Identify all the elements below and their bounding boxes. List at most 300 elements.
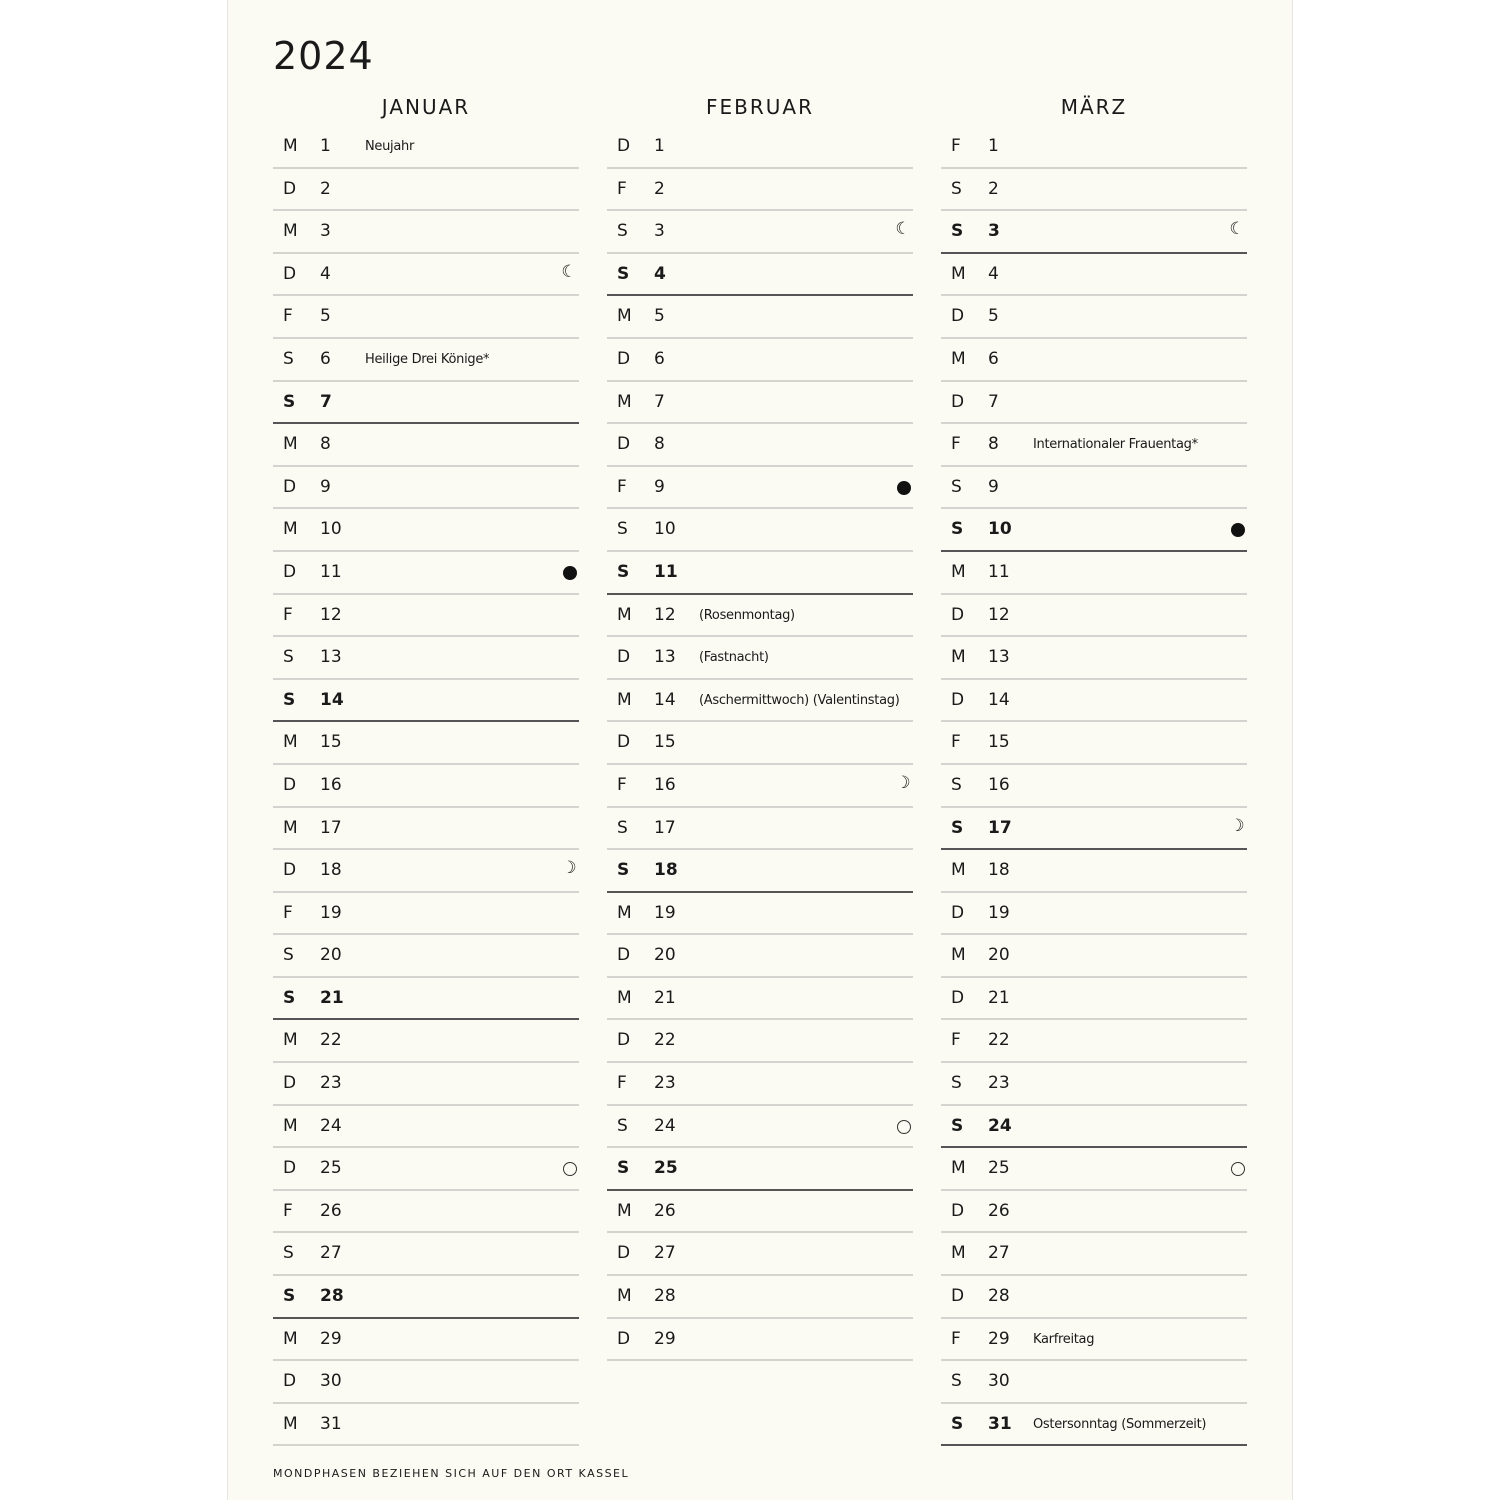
weekday-letter: M	[617, 902, 632, 923]
day-row	[273, 511, 579, 552]
day-row	[273, 1406, 579, 1447]
day-number: 23	[654, 1073, 676, 1094]
day-list	[273, 128, 579, 1448]
day-number: 24	[654, 1115, 676, 1136]
weekday-letter: S	[283, 1243, 294, 1264]
day-row	[273, 597, 579, 638]
year-title: 2024	[273, 34, 374, 78]
weekday-letter: M	[951, 1243, 966, 1264]
weekday-letter: M	[951, 945, 966, 966]
day-number: 22	[320, 1030, 342, 1051]
day-row	[941, 639, 1247, 680]
day-row	[273, 937, 579, 978]
weekday-letter: S	[617, 817, 628, 838]
day-number: 1	[654, 136, 665, 156]
month-title: JANUAR	[381, 95, 471, 119]
day-row	[273, 128, 579, 169]
day-number: 31	[320, 1413, 342, 1434]
weekday-letter: D	[617, 348, 631, 369]
weekday-letter: D	[617, 1243, 631, 1264]
day-row	[941, 213, 1247, 254]
day-row	[607, 1278, 913, 1319]
day-row	[607, 298, 913, 339]
day-row	[273, 895, 579, 936]
day-number: 5	[988, 306, 999, 327]
weekday-letter: M	[617, 306, 632, 327]
weekday-letter: S	[951, 1371, 962, 1392]
weekday-letter: D	[951, 391, 965, 412]
weekday-letter: M	[283, 136, 298, 156]
weekday-letter: D	[283, 561, 297, 582]
weekday-letter: S	[283, 945, 294, 966]
day-number: 16	[654, 774, 676, 795]
day-number: 9	[654, 476, 665, 497]
weekday-letter: D	[617, 1030, 631, 1051]
weekday-letter: F	[283, 604, 293, 625]
day-row	[273, 384, 579, 425]
weekday-letter: F	[617, 774, 627, 795]
day-number: 25	[654, 1158, 678, 1179]
day-row	[273, 298, 579, 339]
day-row	[273, 810, 579, 851]
holiday-note: (Fastnacht)	[699, 650, 769, 666]
day-list	[607, 128, 913, 1363]
day-row	[941, 852, 1247, 893]
first-quarter-moon-icon: ☽	[561, 858, 577, 879]
day-row	[607, 980, 913, 1021]
day-row	[941, 341, 1247, 382]
day-number: 30	[320, 1371, 342, 1392]
day-number: 18	[320, 860, 342, 881]
day-row	[607, 213, 913, 254]
day-row	[273, 1235, 579, 1276]
day-row	[941, 810, 1247, 851]
day-number: 13	[654, 647, 676, 668]
day-row	[607, 937, 913, 978]
month-title: FEBRUAR	[706, 95, 814, 119]
weekday-letter: M	[283, 1115, 298, 1136]
weekday-letter: S	[283, 987, 296, 1008]
new-moon-icon	[897, 1120, 911, 1134]
weekday-letter: D	[951, 1286, 965, 1307]
weekday-letter: M	[951, 1158, 966, 1179]
day-row	[941, 1321, 1247, 1362]
weekday-letter: S	[617, 1158, 630, 1179]
holiday-note: Karfreitag	[1033, 1331, 1095, 1347]
day-number: 17	[654, 817, 676, 838]
day-row	[607, 1065, 913, 1106]
day-number: 4	[320, 263, 331, 284]
weekday-letter: M	[283, 1030, 298, 1051]
day-row	[273, 554, 579, 595]
day-row	[273, 852, 579, 893]
holiday-note: Internationaler Frauentag*	[1033, 437, 1198, 453]
holiday-note: (Aschermittwoch) (Valentinstag)	[699, 692, 900, 708]
weekday-letter: S	[283, 647, 294, 668]
weekday-letter: M	[283, 434, 298, 455]
weekday-letter: S	[283, 1286, 296, 1307]
day-number: 21	[654, 987, 676, 1008]
day-number: 26	[320, 1200, 342, 1221]
day-number: 20	[654, 945, 676, 966]
weekday-letter: M	[951, 348, 966, 369]
weekday-letter: M	[283, 817, 298, 838]
weekday-letter: D	[951, 1200, 965, 1221]
weekday-letter: S	[951, 178, 962, 199]
weekday-letter: M	[617, 1200, 632, 1221]
weekday-letter: D	[617, 1328, 631, 1349]
day-number: 14	[320, 689, 344, 710]
full-moon-icon	[897, 481, 911, 495]
day-number: 24	[988, 1115, 1012, 1136]
day-row	[607, 554, 913, 595]
day-row	[607, 384, 913, 425]
day-number: 12	[654, 604, 676, 625]
weekday-letter: D	[617, 647, 631, 668]
day-row	[273, 1363, 579, 1404]
day-row	[273, 1108, 579, 1149]
day-number: 19	[988, 902, 1010, 923]
day-row	[273, 767, 579, 808]
weekday-letter: F	[951, 1328, 961, 1349]
day-number: 11	[320, 561, 342, 582]
day-number: 22	[988, 1030, 1010, 1051]
day-number: 20	[320, 945, 342, 966]
weekday-letter: S	[951, 221, 964, 242]
day-row	[273, 639, 579, 680]
day-number: 13	[988, 647, 1010, 668]
full-moon-icon	[563, 566, 577, 580]
weekday-letter: S	[951, 774, 962, 795]
day-number: 22	[654, 1030, 676, 1051]
day-number: 2	[320, 178, 331, 199]
day-number: 31	[988, 1413, 1012, 1434]
day-row	[607, 1235, 913, 1276]
day-number: 25	[988, 1158, 1010, 1179]
day-number: 23	[320, 1073, 342, 1094]
moon-phase-footnote: MONDPHASEN BEZIEHEN SICH AUF DEN ORT KASSEL	[273, 1467, 630, 1480]
day-row	[273, 682, 579, 723]
day-row	[941, 298, 1247, 339]
day-number: 10	[320, 519, 342, 540]
weekday-letter: S	[283, 348, 294, 369]
day-number: 11	[654, 561, 678, 582]
day-row	[607, 171, 913, 212]
day-row	[273, 1321, 579, 1362]
day-number: 3	[320, 221, 331, 242]
day-number: 24	[320, 1115, 342, 1136]
day-number: 9	[320, 476, 331, 497]
day-number: 8	[320, 434, 331, 455]
day-row	[607, 767, 913, 808]
day-row	[941, 1108, 1247, 1149]
day-row	[607, 810, 913, 851]
last-quarter-moon-icon: ☾	[895, 219, 911, 240]
day-number: 15	[654, 732, 676, 753]
day-row	[607, 511, 913, 552]
weekday-letter: S	[951, 519, 964, 540]
weekday-letter: F	[951, 1030, 961, 1051]
day-row	[941, 980, 1247, 1021]
day-number: 20	[988, 945, 1010, 966]
weekday-letter: S	[617, 561, 630, 582]
day-row	[941, 1193, 1247, 1234]
day-row	[941, 1150, 1247, 1191]
day-row	[607, 682, 913, 723]
day-number: 19	[320, 902, 342, 923]
first-quarter-moon-icon: ☽	[1229, 815, 1245, 836]
weekday-letter: S	[951, 1413, 964, 1434]
day-row	[273, 1193, 579, 1234]
weekday-letter: S	[283, 391, 296, 412]
day-row	[273, 341, 579, 382]
day-row	[273, 1065, 579, 1106]
holiday-note: Ostersonntag (Sommerzeit)	[1033, 1416, 1207, 1432]
day-number: 8	[988, 434, 999, 455]
day-number: 29	[988, 1328, 1010, 1349]
day-row	[941, 1235, 1247, 1276]
day-row	[607, 597, 913, 638]
weekday-letter: D	[283, 1371, 297, 1392]
day-row	[607, 256, 913, 297]
day-number: 26	[988, 1200, 1010, 1221]
day-number: 12	[320, 604, 342, 625]
day-row	[941, 682, 1247, 723]
weekday-letter: D	[617, 136, 631, 156]
weekday-letter: D	[617, 732, 631, 753]
day-number: 26	[654, 1200, 676, 1221]
day-number: 9	[988, 476, 999, 497]
weekday-letter: M	[617, 1286, 632, 1307]
weekday-letter: F	[951, 732, 961, 753]
day-number: 28	[654, 1286, 676, 1307]
day-number: 3	[988, 221, 1000, 242]
weekday-letter: F	[617, 476, 627, 497]
day-number: 4	[654, 263, 666, 284]
day-row	[273, 1278, 579, 1319]
day-row	[273, 426, 579, 467]
day-row	[273, 171, 579, 212]
day-row	[941, 1406, 1247, 1447]
weekday-letter: D	[951, 987, 965, 1008]
day-row	[941, 554, 1247, 595]
weekday-letter: M	[283, 1413, 298, 1434]
day-number: 27	[988, 1243, 1010, 1264]
weekday-letter: D	[283, 774, 297, 795]
day-number: 27	[654, 1243, 676, 1264]
weekday-letter: F	[617, 1073, 627, 1094]
weekday-letter: D	[617, 945, 631, 966]
day-row	[273, 469, 579, 510]
last-quarter-moon-icon: ☾	[1229, 219, 1245, 240]
day-number: 14	[654, 689, 676, 710]
day-number: 10	[654, 519, 676, 540]
day-number: 6	[320, 348, 331, 369]
day-row	[941, 511, 1247, 552]
day-number: 10	[988, 519, 1012, 540]
day-number: 30	[988, 1371, 1010, 1392]
day-row	[607, 852, 913, 893]
day-number: 4	[988, 263, 999, 284]
day-number: 19	[654, 902, 676, 923]
day-number: 2	[654, 178, 665, 199]
weekday-letter: M	[951, 860, 966, 881]
day-number: 29	[654, 1328, 676, 1349]
day-number: 2	[988, 178, 999, 199]
day-row	[273, 724, 579, 765]
day-row	[607, 1150, 913, 1191]
day-number: 11	[988, 561, 1010, 582]
day-number: 6	[654, 348, 665, 369]
day-number: 12	[988, 604, 1010, 625]
day-row	[273, 1022, 579, 1063]
weekday-letter: S	[617, 1115, 628, 1136]
day-row	[941, 1363, 1247, 1404]
weekday-letter: M	[617, 604, 632, 625]
holiday-note: Neujahr	[365, 139, 415, 154]
weekday-letter: S	[617, 263, 630, 284]
weekday-letter: D	[617, 434, 631, 455]
holiday-note: (Rosenmontag)	[699, 607, 795, 623]
day-number: 7	[320, 391, 332, 412]
weekday-letter: F	[951, 434, 961, 455]
day-list	[941, 128, 1247, 1448]
weekday-letter: D	[951, 306, 965, 327]
day-number: 25	[320, 1158, 342, 1179]
weekday-letter: F	[283, 1200, 293, 1221]
day-number: 16	[320, 774, 342, 795]
weekday-letter: S	[617, 221, 628, 242]
weekday-letter: S	[951, 476, 962, 497]
day-number: 7	[988, 391, 999, 412]
day-row	[607, 469, 913, 510]
day-row	[941, 895, 1247, 936]
day-row	[273, 1150, 579, 1191]
weekday-letter: D	[283, 1158, 297, 1179]
day-row	[941, 767, 1247, 808]
weekday-letter: M	[617, 391, 632, 412]
day-number: 17	[320, 817, 342, 838]
day-number: 16	[988, 774, 1010, 795]
weekday-letter: S	[617, 860, 630, 881]
day-number: 21	[320, 987, 344, 1008]
weekday-letter: S	[951, 817, 964, 838]
weekday-letter: M	[951, 647, 966, 668]
weekday-letter: M	[951, 561, 966, 582]
day-row	[941, 426, 1247, 467]
weekday-letter: F	[617, 178, 627, 199]
day-number: 18	[988, 860, 1010, 881]
full-moon-icon	[1231, 523, 1245, 537]
day-number: 5	[654, 306, 665, 327]
day-number: 5	[320, 306, 331, 327]
day-number: 3	[654, 221, 665, 242]
weekday-letter: D	[283, 178, 297, 199]
weekday-letter: D	[951, 689, 965, 710]
day-number: 7	[654, 391, 665, 412]
day-row	[941, 1278, 1247, 1319]
day-row	[941, 937, 1247, 978]
day-row	[607, 639, 913, 680]
day-row	[607, 1022, 913, 1063]
day-row	[941, 1065, 1247, 1106]
day-number: 27	[320, 1243, 342, 1264]
weekday-letter: D	[283, 263, 297, 284]
day-number: 28	[320, 1286, 344, 1307]
day-row	[941, 256, 1247, 297]
day-row	[941, 1022, 1247, 1063]
weekday-letter: F	[283, 902, 293, 923]
weekday-letter: M	[617, 689, 632, 710]
day-number: 21	[988, 987, 1010, 1008]
day-row	[941, 724, 1247, 765]
weekday-letter: D	[951, 604, 965, 625]
day-row	[607, 895, 913, 936]
weekday-letter: F	[283, 306, 293, 327]
day-number: 1	[320, 136, 331, 156]
day-number: 23	[988, 1073, 1010, 1094]
day-row	[607, 724, 913, 765]
day-row	[941, 597, 1247, 638]
new-moon-icon	[563, 1162, 577, 1176]
day-row	[607, 341, 913, 382]
last-quarter-moon-icon: ☾	[561, 261, 577, 282]
day-row	[941, 171, 1247, 212]
day-number: 15	[988, 732, 1010, 753]
new-moon-icon	[1231, 1162, 1245, 1176]
month-title: MÄRZ	[1060, 95, 1128, 119]
day-number: 14	[988, 689, 1010, 710]
day-number: 6	[988, 348, 999, 369]
day-row	[607, 1321, 913, 1362]
day-row	[607, 1193, 913, 1234]
day-row	[273, 980, 579, 1021]
day-number: 13	[320, 647, 342, 668]
weekday-letter: D	[283, 860, 297, 881]
day-number: 15	[320, 732, 342, 753]
weekday-letter: F	[951, 136, 961, 156]
weekday-letter: M	[283, 221, 298, 242]
weekday-letter: D	[951, 902, 965, 923]
weekday-letter: S	[951, 1073, 962, 1094]
day-row	[941, 128, 1247, 169]
day-number: 1	[988, 136, 999, 156]
first-quarter-moon-icon: ☽	[895, 772, 911, 793]
weekday-letter: S	[283, 689, 296, 710]
day-row	[941, 384, 1247, 425]
weekday-letter: M	[283, 1328, 298, 1349]
day-row	[273, 256, 579, 297]
day-row	[941, 469, 1247, 510]
weekday-letter: M	[617, 987, 632, 1008]
day-row	[273, 213, 579, 254]
weekday-letter: D	[283, 1073, 297, 1094]
day-number: 28	[988, 1286, 1010, 1307]
day-row	[607, 1108, 913, 1149]
day-number: 17	[988, 817, 1012, 838]
weekday-letter: D	[283, 476, 297, 497]
day-row	[607, 128, 913, 169]
weekday-letter: M	[283, 519, 298, 540]
day-number: 18	[654, 860, 678, 881]
day-number: 29	[320, 1328, 342, 1349]
weekday-letter: M	[951, 263, 966, 284]
weekday-letter: S	[951, 1115, 964, 1136]
weekday-letter: S	[617, 519, 628, 540]
day-number: 8	[654, 434, 665, 455]
day-row	[607, 426, 913, 467]
holiday-note: Heilige Drei Könige*	[365, 351, 490, 367]
